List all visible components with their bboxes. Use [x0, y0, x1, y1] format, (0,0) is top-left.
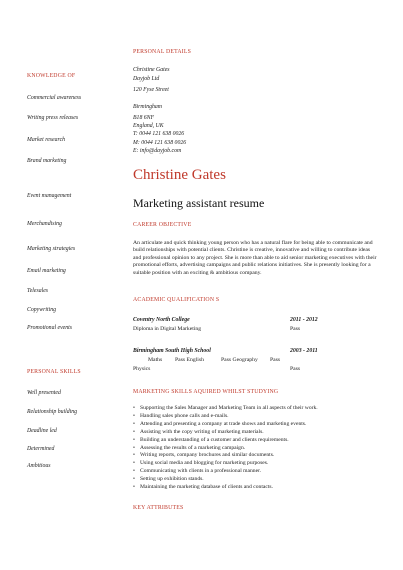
personal-skill-item: Deadline led: [27, 428, 57, 434]
list-item: • Assessing the results of a marketing campaign.: [133, 445, 383, 453]
knowledge-item: Market research: [27, 137, 66, 143]
contact-company: Dayjob Ltd: [133, 76, 160, 82]
section-career-objective: CAREER OBJECTIVE: [133, 222, 192, 228]
personal-skill-item: Determined: [27, 446, 55, 452]
contact-tel: T: 0044 121 638 0026: [133, 131, 185, 137]
school-years: 2003 - 2011: [290, 348, 318, 354]
marketing-skills-list: [133, 405, 383, 492]
knowledge-item: Event management: [27, 193, 72, 199]
subject-english: Pass English: [175, 357, 204, 363]
contact-name: Christine Gates: [133, 67, 170, 73]
subject-geography: Pass Geography: [221, 357, 258, 363]
list-item: • Assisting with the copy writing of marketing materials.: [133, 429, 383, 437]
knowledge-item: Promotional events: [27, 325, 73, 331]
section-key-attributes: KEY ATTRIBUTES: [133, 505, 184, 511]
resume-name: Christine Gates: [133, 167, 226, 183]
knowledge-item: Brand marketing: [27, 158, 67, 164]
knowledge-item: Email marketing: [27, 268, 66, 274]
list-item: • Maintaining the marketing database of clients and contacts.: [133, 484, 383, 492]
list-item: • Building an understanding of a customer and clients requirements.: [133, 437, 383, 445]
resume-title: Marketing assistant resume: [133, 196, 265, 210]
section-knowledge: KNOWLEDGE OF: [27, 73, 76, 79]
section-personal-details: PERSONAL DETAILS: [133, 49, 192, 55]
course-result: Pass: [290, 326, 301, 332]
list-item: • Attending and presenting a company at trade shows and marketing events.: [133, 421, 383, 429]
subject-physics: Physics: [133, 366, 151, 372]
knowledge-item: Merchandising: [27, 221, 62, 227]
contact-street: 120 Fyse Street: [133, 87, 169, 93]
knowledge-item: Copywriting: [27, 307, 56, 313]
list-item: • Using social media and blogging for marketing purposes.: [133, 460, 383, 468]
knowledge-item: Commercial awareness: [27, 95, 82, 101]
personal-skill-item: Ambitious: [27, 463, 51, 469]
personal-skill-item: Relationship building: [27, 409, 78, 415]
subject-geography-result: Pass: [270, 357, 281, 363]
list-item: • Communicating with clients in a professional manner.: [133, 468, 383, 476]
section-personal-skills: PERSONAL SKILLS: [27, 369, 81, 375]
section-academic: ACADEMIC QUALIFICATION S: [133, 297, 220, 303]
contact-email: E: info@dayjob.com: [133, 148, 182, 154]
contact-postcode: B18 6NF: [133, 115, 155, 121]
list-item: • Writing reports, company brochures and similar documents.: [133, 452, 383, 460]
school-name: Coventry North College: [133, 317, 190, 323]
knowledge-item: Telesales: [27, 288, 49, 294]
course-name: Diploma in Digital Marketing: [133, 326, 202, 332]
section-marketing-skills: MARKETING SKILLS AQUIRED WHILST STUDYING: [133, 389, 279, 395]
contact-city: Birmingham: [133, 104, 162, 110]
school-name: Birmingham South High School: [133, 348, 211, 354]
career-objective-text: An articulate and quick thinking young person who has a natural flare for being able to communicate and build relationships with potential clients. Christine is creative, innovative and willing to contribute ideas and professional opinion to any project. She is more than able to aid senior marketing executives with their promotional efforts, advertising campaigns and public relations initiatives. She is presently looking for a suitable position with an exciting & ambitious company.: [133, 240, 377, 276]
knowledge-item: Writing press releases: [27, 115, 79, 121]
knowledge-item: Marketing strategies: [27, 246, 76, 252]
contact-mobile: M: 0044 121 638 0026: [133, 140, 187, 146]
personal-skill-item: Well presented: [27, 390, 61, 396]
list-item: • Setting up exhibition stands.: [133, 476, 383, 484]
subject-maths: Maths: [148, 357, 163, 363]
list-item: • Handling sales phone calls and e-mails.: [133, 413, 383, 421]
contact-country: England, UK: [133, 123, 164, 129]
subject-physics-result: Pass: [290, 366, 301, 372]
list-item: • Supporting the Sales Manager and Marketing Team in all aspects of their work.: [133, 405, 383, 413]
school-years: 2011 - 2012: [290, 317, 318, 323]
